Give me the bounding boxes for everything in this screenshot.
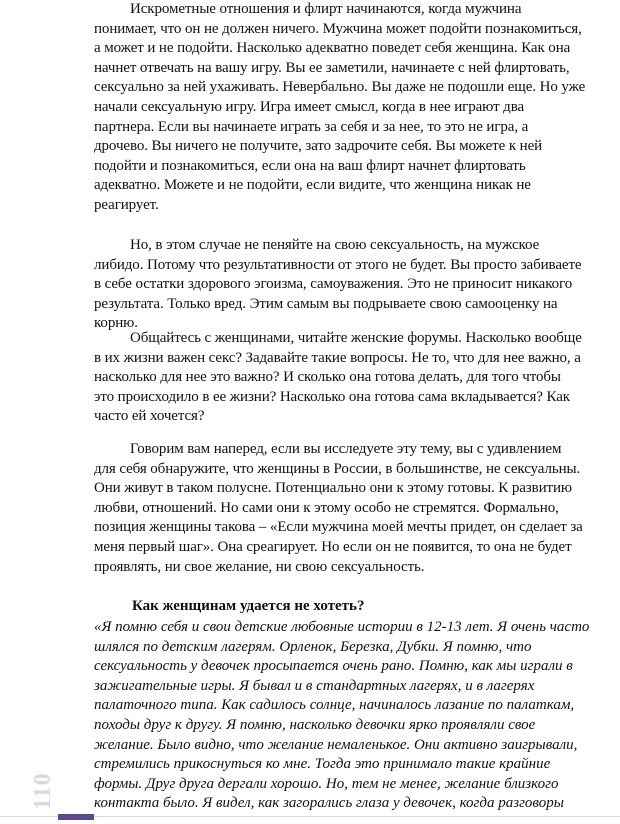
text-line: проявлять, ни свое желание, ни свою сексуальность. [94,558,425,575]
quote-line: палаточного типа. Как садилось солнце, начиналось лазание по палаткам, [94,697,575,714]
text-line: в их жизни важен секс? Задавайте такие вопросы. Не то, что для нее важно, а [94,349,581,366]
section-heading: Как женщинам удается не хотеть? [132,598,365,614]
paragraph-3 [94,329,620,427]
page-number: 110 [30,772,56,810]
text-line: начали сексуальную игру. Игра имеет смысл, когда в нее играют два [94,98,525,115]
text-line: сексуально за ней ухаживать. Невербально. Вы даже не подошли еще. Но уже [94,79,586,96]
text-line: любви, отношений. Но сами они к этому особо не стремятся. Формально, [94,499,559,516]
quote-line: походы друг к другу. Я помню, насколько девочки ярко проявляли свое [94,716,536,733]
quote-line: шлялся по детским лагерям. Орленок, Березка, Дубки. Я помню, что [94,638,532,655]
paragraph-1 [94,0,620,216]
text-line: Общайтесь с женщинами, читайте женские форумы. Насколько вообще [130,330,582,346]
text-line: корню. [94,315,138,332]
quote-line: «Я помню себя и свои детские любовные истории в 12-13 лет. Я очень часто [94,619,590,635]
text-line: часто ей хочется? [94,408,205,425]
quote-line: стремились прикоснуться ко мне. Тогда это принимало такие крайние [94,756,551,773]
text-line: понимает, что он не должен ничего. Мужчина может подойти познакомиться, [94,20,582,37]
text-line: это происходило в ее жизни? Насколько она готова сама вкладывается? Как [94,388,570,405]
text-line: а может и не подойти. Насколько адекватно поведет себя женщина. Как она [94,40,571,57]
text-line: насколько для нее это важно? И сколько она готова делать, для того чтобы [94,369,561,386]
paragraph-2 [94,236,620,334]
text-line: Говорим вам наперед, если вы исследуете эту тему, вы с удивлением [130,441,562,457]
text-line: дрочево. Вы ничего не получите, зато задрочите себя. Вы можете к ней [94,138,543,155]
text-line: партнера. Если вы начинаете играть за себя и за нее, то это не игра, а [94,118,529,135]
text-line: в себе остатки здорового эгоизма, самоуважения. Это не приносит никакого [94,276,573,293]
text-line: Но, в этом случае не пеняйте на свою сексуальность, на мужское [130,237,540,253]
quote-line: формы. Друг друга дергали хорошо. Но, тем не менее, желание близкого [94,775,559,792]
text-line: Они живут в таком полусне. Потенциально они к этому готовы. К развитию [94,480,573,497]
text-line: подойти и познакомиться, если она на ваш флирт начнет флиртовать [94,157,526,174]
quote-line: зажигательные игры. Я бывал и в стандартных лагерях, и в лагерях [94,677,535,694]
text-line: либидо. Потому что результативности от этого не будет. Вы просто забиваете [94,256,582,273]
paragraph-4 [94,440,620,577]
text-line: позиция женщины такова – «Если мужчина моей мечты придет, он сделает за [94,519,583,536]
quote-line: сексуальность у девочек просыпается очень рано. Помню, как мы играли в [94,658,573,675]
quote-line: желание. Было видно, что желание немаленькое. Они активно заигрывали, [94,736,578,753]
quote-block [94,618,620,814]
text-line: для себя обнаружите, что женщины в России, в большинстве, не сексуальны. [94,460,581,477]
text-line: реагирует. [94,196,159,213]
text-line: Искрометные отношения и флирт начинаются, когда мужчина [130,1,522,17]
text-line: меня первый шаг». Она среагирует. Но если он не появится, то она не будет [94,538,572,555]
text-line: адекватно. Можете и не подойти, если видите, что женщина никак не [94,177,531,194]
text-line: начнет отвечать на вашу игру. Вы ее заметили, начинаете с ней флиртовать, [94,59,570,76]
text-line: результата. Только вред. Этим самым вы подрываете свою самооценку на [94,295,558,312]
footer-accent-bar [58,814,94,820]
quote-line: контакта было. Я видел, как загорались глаза у девочек, когда разговоры [94,795,564,812]
